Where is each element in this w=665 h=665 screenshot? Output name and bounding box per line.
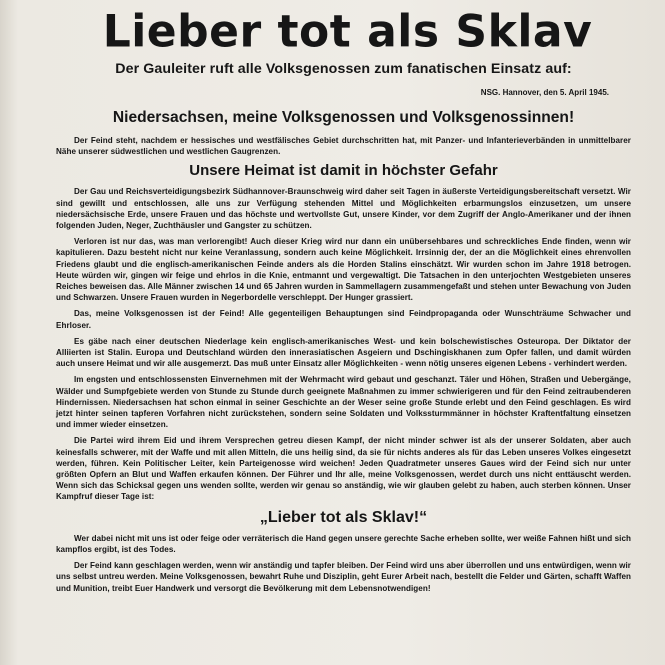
paragraph-7: Die Partei wird ihrem Eid und ihrem Versprechen getreu diesen Kampf, der nicht minder schwer ist als der unserer Soldaten, aber auch keinesfalls schwerer, mit der Waffe und mit allen Mitteln, die uns heilig sind, da sie für nichts anderes als für das Leben unseres Volkes eingesetzt werden, führen. Kein Politischer Leiter, kein Parteigenosse wird weichen! Jeden Quadratmeter unseres Gaues wird der Feind sich nur unter größten Opfern an Blut und Waffen erkaufen können. Der Führer und Ihr alle, meine Volksgenossen, werdet durch uns nicht enttäuscht werden. Wenn sich das Schicksal gegen uns wenden sollte, werden wir genau so anständig, wie wir glauben gelebt zu haben, auch sterben können. Unser Kampfruf dieser Tage ist: [56,436,631,502]
poster-headline: Lieber tot als Sklav [102,5,593,58]
paragraph-8: Wer dabei nicht mit uns ist oder feige oder verräterisch die Hand gegen unsere gerechte Sache erheben sollte, wer weiße Fahnen hißt und sich kampflos ergibt, ist des Todes. [56,533,631,554]
dateline: NSG. Hannover, den 5. April 1945. [480,88,609,97]
greeting-heading: Niedersachsen, meine Volksgenossen und Volksgenossinnen! [112,109,575,126]
paragraph-3: Verloren ist nur das, was man verlorengibt! Auch dieser Krieg wird nur dann ein unübersehbares und schreckliches Ende finden, wenn wir kapitulieren. Dazu besteht nicht nur keine Veranlassung, sondern auch keine Möglichkeit. Irrsinnig der, der an die Möglichkeit eines ehrenvollen Friedens glaubt und die englisch-amerikanischen Feinde anders als die Horden Stalins einschätzt. Wir wurden schon im Jahre 1918 betrogen. Heute würden wir, gingen wir feige und ehrlos in die Knie, entmannt und vergewaltigt. Die Tatsachen in den unterjochten Westgebieten unseres Reiches beweisen das. Alle Männer zwischen 14 und 65 Jahren wurden in Sammellagern zusammengefaßt und stehen unter Bewachung von Juden und Schwarzen. Unsere Frauen wurden in Negerbordelle verschleppt. Der Hunger grassiert. [56,237,631,303]
paragraph-6: Im engsten und entschlossensten Einvernehmen mit der Wehrmacht wird gebaut und geschanzt. Täler und Höhen, Straßen und Uebergänge, Wälder und Sumpfgebiete werden von Stunde zu Stunde durch geeignete Maßnahmen zu immer schwierigeren und für den Feind zeitraubenderen Hindernissen. Niedersachsen hat schon einmal in seiner Geschichte an der Weser seine große Stunde erlebt und den Feind geschlagen. Es wird jetzt hinter seinen tapferen Vorfahren nicht zurückstehen, sondern seine Soldaten und Volkssturmmänner in höchster Kraftentfaltung einsetzen und immer wieder einsetzen. [56,375,631,430]
paragraph-1: Der Feind steht, nachdem er hessisches und westfälisches Gebiet durchschritten hat, mit Panzer- und Infanterieverbänden in unmittelbarer Nähe unserer südwestlichen und westlichen Gaugrenzen. [56,136,631,157]
paragraph-5: Es gäbe nach einer deutschen Niederlage kein englisch-amerikanisches West- und kein bolschewistisches Osteuropa. Der Diktator der Alliierten ist Stalin. Europa und Deutschland würden den innerasiatischen Asgeiern und Dschingiskhanen zum Opfer fallen, und damit würden auch unsere Heimat und wir alle ausgemerzt. Das muß unter Einsatz aller Möglichkeiten - wenn nötig unseres eigenen Lebens - verhindert werden. [56,336,631,369]
slogan-heading: „Lieber tot als Sklav!“ [259,508,428,526]
paragraph-4: Das, meine Volksgenossen ist der Feind! Alle gegenteiligen Behauptungen sind Feindpropaganda oder Wunschträume Schwacher und Ehrloser. [56,309,631,330]
poster-subheadline: Der Gauleiter ruft alle Volksgenossen zum fanatischen Einsatz auf: [115,61,572,77]
paragraph-2: Der Gau und Reichsverteidigungsbezirk Südhannover-Braunschweig wird daher seit Tagen in äußerste Verteidigungsbereitschaft versetzt. Wir sind gewillt und entschlossen, alle uns zur Verfügung stehenden Mittel und Möglichkeiten erbarmungslos einzusetzen, um unsere niedersächsische Erde, unsere Frauen und das höchste und wertvollste Gut, unsere Kinder, vor dem Zugriff der Anglo-Amerikaner und der ihnen folgenden Juden, Neger, Zuchthäusler und Gangster zu schützen. [56,187,631,231]
section-heading: Unsere Heimat ist damit in höchster Gefahr [189,162,498,180]
paragraph-9: Der Feind kann geschlagen werden, wenn wir anständig und tapfer bleiben. Der Feind wird uns aber überrollen und uns entwürdigen, wenn wir uns selbst untreu werden. Meine Volksgenossen, bewahrt Ruhe und Disziplin, geht Eurer Arbeit nach, bestellt die Felder und Gärten, schafft Waffen und Munition, treibt Euer Handwerk und versorgt die Bevölkerung mit dem Lebensnotwendigen! [56,561,631,593]
